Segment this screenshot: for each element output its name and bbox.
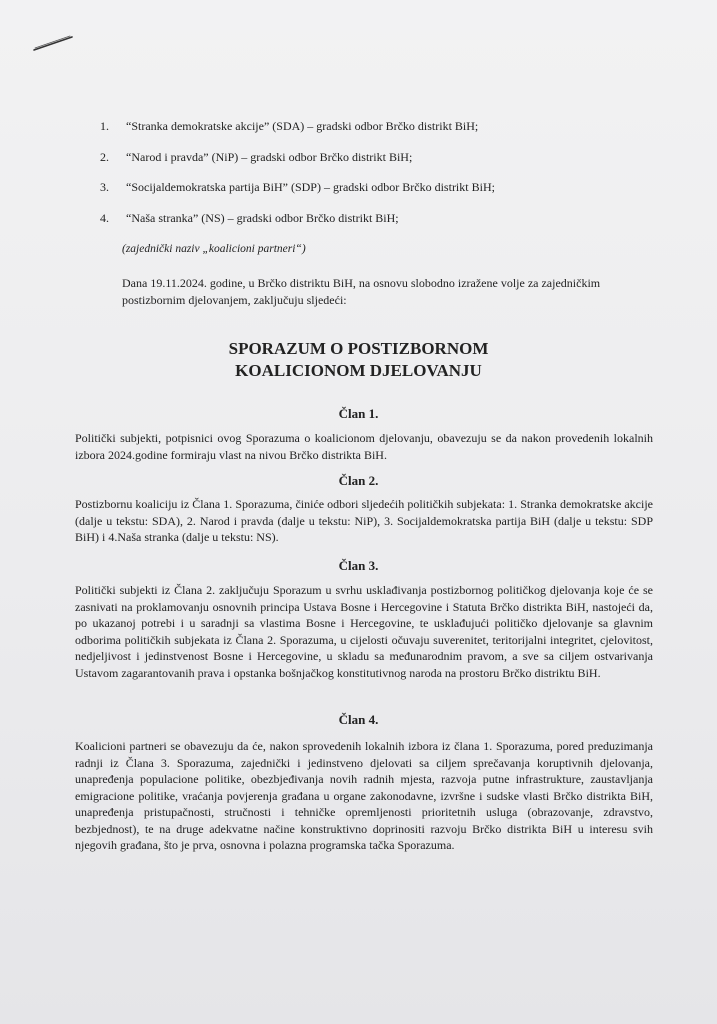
- document-title: [0, 338, 717, 382]
- list-number: 2.: [100, 149, 109, 164]
- list-item: [100, 210, 660, 241]
- article-4-heading: Član 4.: [338, 712, 379, 727]
- article-2-text: Postizbornu koaliciju iz Člana 1. Sporazuma, činiće odbori sljedećih političkih subjekata: 1. Stranka demokratske akcije (dalje u tekstu: SDA), 2. Narod i pravda (dalje u tekstu: NiP), 3. Socijaldemokratska partija BiH (dalje u tekstu: SDP BiH) i 4.Naša stranka (dalje u tekstu: NS).: [75, 497, 653, 544]
- list-text: “Socijaldemokratska partija BiH” (SDP) – gradski odbor Brčko distrikt BiH;: [126, 180, 495, 194]
- article-3-text: Politički subjekti iz Člana 2. zaključuju Sporazum u svrhu usklađivanja postizbornog političkog djelovanja koje će se zasnivati na proklamovanju osnovnih principa Ustava Bosne i Hercegovine i Statuta Brčko distrikta BiH, nastojeći da, po ukazanoj potrebi i u saradnji sa vlastima Bosne i Hercegovine, te usklađujući političko djelovanje sa glavnim odborima političkih subjekata iz Člana 2. Sporazuma, u cijelosti očuvaju suverenitet, teritorijalni integritet, cjelovitost, nedjeljivost i jedinstvenost Bosne i Hercegovine, u skladu sa međunarodnim pravom, a sve sa ciljem ostvarivanja Ustavom zagarantovanih prava i opstanka bošnjačkog konstitutivnog naroda na prostoru Brčko distriktu BiH.: [75, 583, 653, 680]
- title-line-2: KOALICIONOM DJELOVANJU: [235, 361, 482, 380]
- list-text: “Narod i pravda” (NiP) – gradski odbor Brčko distrikt BiH;: [126, 149, 413, 164]
- pen-stroke-mark: [32, 34, 76, 52]
- article-1-text: Politički subjekti, potpisnici ovog Sporazuma o koalicionom djelovanju, obavezuju se da nakon provedenih lokalnih izbora 2024.godine formiraju vlast na nivou Brčko distrikta BiH.: [75, 431, 653, 462]
- list-number: 4.: [100, 210, 109, 225]
- list-item: [100, 118, 660, 149]
- common-name-note: (zajednički naziv „koalicioni partneri“): [122, 243, 306, 255]
- intro-paragraph: Dana 19.11.2024. godine, u Brčko distriktu BiH, na osnovu slobodno izražene volje za zajedničkim postizbornim djelovanjem, zaključuju sljedeći:: [122, 276, 601, 307]
- list-item: [100, 149, 660, 180]
- article-3-heading: Član 3.: [338, 558, 379, 573]
- article-2-heading: Član 2.: [338, 473, 379, 488]
- list-text: “Stranka demokratske akcije” (SDA) – gradski odbor Brčko distrikt BiH;: [126, 119, 479, 133]
- list-number: 1.: [100, 119, 109, 133]
- list-text: “Naša stranka” (NS) – gradski odbor Brčko distrikt BiH;: [126, 210, 399, 225]
- article-1-heading: Član 1.: [338, 406, 379, 421]
- title-line-1: SPORAZUM O POSTIZBORNOM: [228, 339, 489, 358]
- party-list: [100, 118, 660, 240]
- article-4-text: Koalicioni partneri se obavezuju da će, nakon sprovedenih lokalnih izbora iz člana 1. Sporazuma, pored preduzimanja radnji iz Člana 3. Sporazuma, zajednički i jedinstveno djelovati sa ciljem sprečavanja koruptivnih djelovanja, unapređenja populacione politike, obezbjeđivanja novih radnih mjesta, razvoja putne infrastrukture, zaustavljanja emigracione politike, vraćanja povjerenja građana u organe zakonodavne, izvršne i sudske vlasti Brčko distrikta BiH, unapređenja pristupačnosti, stručnosti i tehničke opremljenosti prioritetnih usluga (obrazovanje, zdravstvo, bezbjednost), te na druge adekvatne načine konstruktivno doprinositi razvoju Brčko distrikta BiH u interesu svih njegovih građana, što je prva, osnovna i polazna programska tačka Sporazuma.: [75, 739, 653, 852]
- list-item: [100, 179, 660, 210]
- list-number: 3.: [100, 180, 109, 194]
